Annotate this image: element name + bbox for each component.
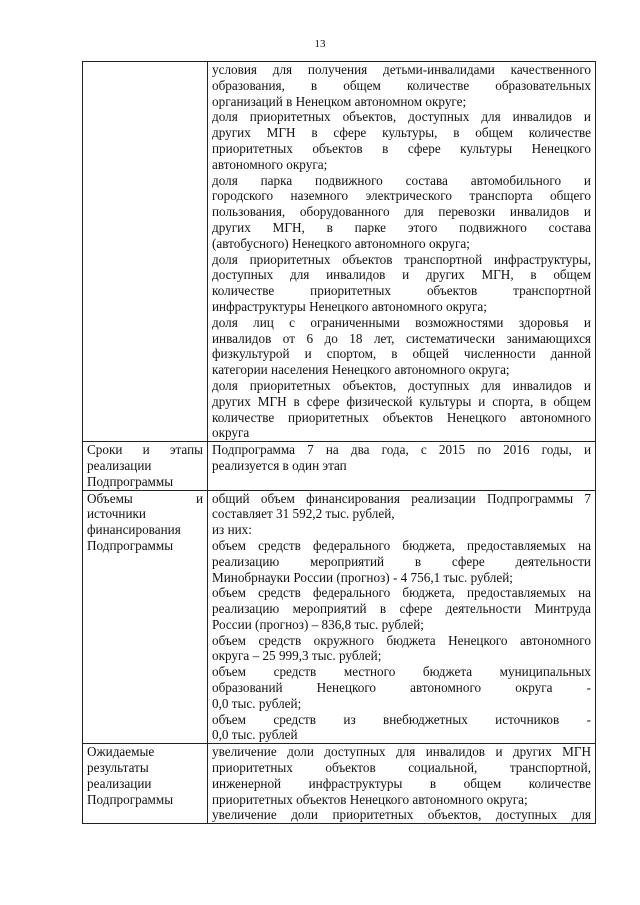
table-row [83, 490, 596, 744]
content-line: округа – 25 999,3 тыс. рублей; [212, 648, 382, 664]
content-line: увеличение доли доступных для инвалидов и других МГН [212, 744, 591, 760]
content-line: автономного округа; [212, 156, 328, 172]
content-line: условия для получения детьми-инвалидами качественного [212, 62, 591, 77]
table-row [83, 62, 596, 442]
content-line: 0,0 тыс. рублей; [212, 695, 302, 711]
content-line: других МГН в сфере культуры, в общем количестве [212, 125, 591, 141]
row-label-line: реализации [87, 775, 152, 791]
content-line: реализацию мероприятий в сфере деятельности [212, 553, 591, 569]
content-line: объем средств окружного бюджета Ненецкого автономного [212, 632, 591, 648]
row-label-line: результаты [87, 760, 149, 776]
content-line: объем средств из внебюджетных источников - [212, 711, 591, 727]
content-line: приоритетных объектов социальной, транспортной, [212, 760, 591, 776]
content-line: образования, в общем количестве образовательных [212, 77, 591, 93]
row-label-line: Подпрограммы [87, 791, 174, 807]
row-label-cell [83, 744, 208, 824]
content-line: доля парка подвижного состава автомобильного и [212, 172, 591, 188]
row-label-cell [83, 62, 208, 442]
row-content-cell [208, 62, 596, 442]
row-label-line: источники [87, 506, 146, 522]
content-line: доля приоритетных объектов транспортной инфраструктуры, [212, 251, 591, 267]
content-line: других МГН, в парке этого подвижного состава [212, 219, 591, 235]
content-line: из них: [212, 522, 252, 538]
content-line: 0,0 тыс. рублей [212, 727, 298, 743]
row-label-line: Подпрограммы [87, 537, 174, 553]
content-line: количестве приоритетных объектов Ненецкого автономного [212, 409, 591, 425]
content-line: реализацию мероприятий в сфере деятельности Минтруда [212, 601, 591, 617]
row-label-line: Подпрограммы [87, 473, 174, 489]
row-label-line: Ожидаемые [87, 744, 155, 760]
content-line: городского наземного электрического транспорта общего [212, 188, 591, 204]
row-label-cell [83, 490, 208, 744]
content-line: приоритетных объектов Ненецкого автономного округа; [212, 791, 528, 807]
content-line: объем средств федерального бюджета, предоставляемых на [212, 585, 591, 601]
row-label-line: реализации [87, 457, 152, 473]
row-content-cell [208, 744, 596, 824]
content-line: доступных для инвалидов и других МГН, в общем [212, 267, 591, 283]
row-content-cell [208, 490, 596, 744]
content-line: других МГН в сфере физической культуры и спорта, в общем [212, 393, 591, 409]
content-line: образований Ненецкого автономного округа - [212, 680, 591, 696]
content-line: инфраструктуры Ненецкого автономного округа; [212, 298, 487, 314]
content-line: организаций в Ненецком автономном округе; [212, 93, 467, 109]
row-label-line: финансирования [87, 522, 181, 538]
row-label-line: Объемы и [87, 490, 203, 506]
page-number: 13 [314, 38, 326, 50]
subprogram-passport-table [82, 61, 596, 824]
content-line: объем средств местного бюджета муниципальных [212, 664, 591, 680]
content-line: общий объем финансирования реализации Подпрограммы 7 [212, 490, 591, 506]
content-line: составляет 31 592,2 тыс. рублей, [212, 506, 395, 522]
content-line: увеличение доли приоритетных объектов, доступных для [212, 807, 591, 823]
content-line: инвалидов от 6 до 18 лет, систематически занимающихся [212, 330, 591, 346]
content-line: Минобрнауки России (прогноз) - 4 756,1 тыс. рублей; [212, 569, 513, 585]
content-line: реализуется в один этап [212, 457, 347, 473]
content-line: (автобусного) Ненецкого автономного округа; [212, 235, 470, 251]
content-line: России (прогноз) – 836,8 тыс. рублей; [212, 616, 424, 632]
content-line: пользования, оборудованного для перевозки инвалидов и [212, 204, 591, 220]
table-row [83, 442, 596, 490]
row-label-cell [83, 442, 208, 490]
content-line: Подпрограмма 7 на два года, с 2015 по 2016 годы, и [212, 442, 591, 458]
content-line: объем средств федерального бюджета, предоставляемых на [212, 537, 591, 553]
content-line: приоритетных объектов в сфере культуры Ненецкого [212, 140, 591, 156]
content-line: доля приоритетных объектов, доступных для инвалидов и [212, 377, 591, 393]
content-line: количестве приоритетных объектов транспортной [212, 283, 591, 299]
content-line: физкультурой и спортом, в общей численности данной [212, 346, 591, 362]
content-line: доля приоритетных объектов, доступных для инвалидов и [212, 109, 591, 125]
content-line: категории населения Ненецкого автономного округа; [212, 362, 510, 378]
table-row [83, 744, 596, 824]
content-line: инженерной инфраструктуры в общем количестве [212, 775, 591, 791]
row-label-line: Сроки и этапы [87, 442, 203, 458]
row-content-cell [208, 442, 596, 490]
content-line: округа [212, 425, 250, 441]
content-line: доля лиц с ограниченными возможностями здоровья и [212, 314, 591, 330]
